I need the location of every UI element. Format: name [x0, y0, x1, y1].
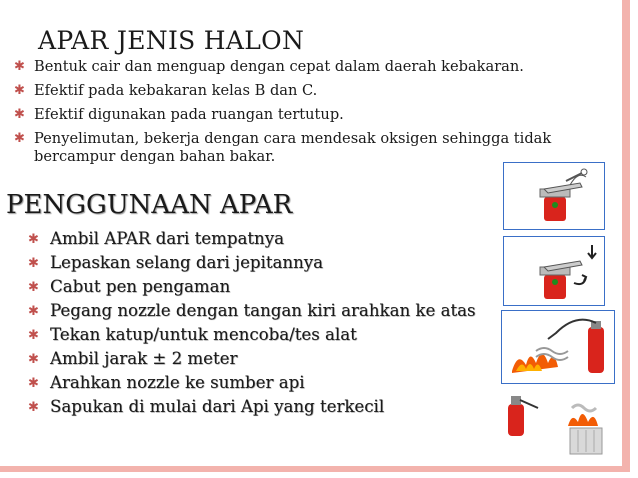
- fire-bin-icon: [560, 400, 610, 460]
- list-item: ✱ Tekan katup/untuk mencoba/tes alat: [28, 325, 357, 344]
- bullet-icon: ✱: [28, 256, 39, 271]
- bullet-icon: ✱: [28, 376, 39, 391]
- list-item: ✱ Lepaskan selang dari jepitannya: [28, 253, 324, 272]
- bullet-icon: ✱: [14, 59, 25, 74]
- list-item: ✱ Ambil APAR dari tempatnya: [28, 229, 284, 248]
- step-image-spray-fire: [501, 310, 615, 384]
- bullet-icon: ✱: [28, 280, 39, 295]
- usage-steps-list: [28, 228, 488, 420]
- bullet-icon: ✱: [14, 107, 25, 122]
- list-item: ✱ Penyelimutan, bekerja dengan cara mendesak oksigen sehingga tidak bercampur dengan bahan bakar.: [14, 130, 552, 165]
- bullet-icon: ✱: [14, 131, 25, 146]
- usage-heading: PENGGUNAAN APAR: [6, 190, 293, 220]
- list-item: ✱ Arahkan nozzle ke sumber api: [28, 373, 305, 392]
- extinguisher-arrows-icon: [504, 237, 604, 305]
- list-item: ✱ Ambil jarak ± 2 meter: [28, 349, 238, 368]
- bullet-icon: ✱: [28, 328, 39, 343]
- step-image-pull-pin: [503, 162, 605, 230]
- step-image-hold-nozzle: [502, 390, 542, 440]
- list-item: ✱ Cabut pen pengaman: [28, 277, 231, 296]
- bullet-icon: ✱: [28, 304, 39, 319]
- step-image-release-hose: [503, 236, 605, 306]
- spray-fire-icon: [502, 311, 614, 383]
- extinguisher-pin-icon: [504, 163, 604, 229]
- list-item: ✱ Efektif digunakan pada ruangan tertutup.: [14, 106, 344, 123]
- list-item: ✱ Sapukan di mulai dari Api yang terkecil: [28, 397, 385, 416]
- step-image-sweep-fire: [560, 400, 610, 460]
- list-item: ✱ Efektif pada kebakaran kelas B dan C.: [14, 82, 318, 99]
- slide-title: APAR JENIS HALON: [38, 26, 305, 55]
- bullet-icon: ✱: [28, 400, 39, 415]
- halon-points-list: [14, 58, 614, 172]
- bullet-icon: ✱: [14, 83, 25, 98]
- bullet-icon: ✱: [28, 232, 39, 247]
- extinguisher-icon: [502, 390, 542, 440]
- bullet-icon: ✱: [28, 352, 39, 367]
- list-item: ✱ Pegang nozzle dengan tangan kiri arahkan ke atas: [28, 301, 476, 320]
- list-item: ✱ Bentuk cair dan menguap dengan cepat dalam daerah kebakaran.: [14, 58, 524, 75]
